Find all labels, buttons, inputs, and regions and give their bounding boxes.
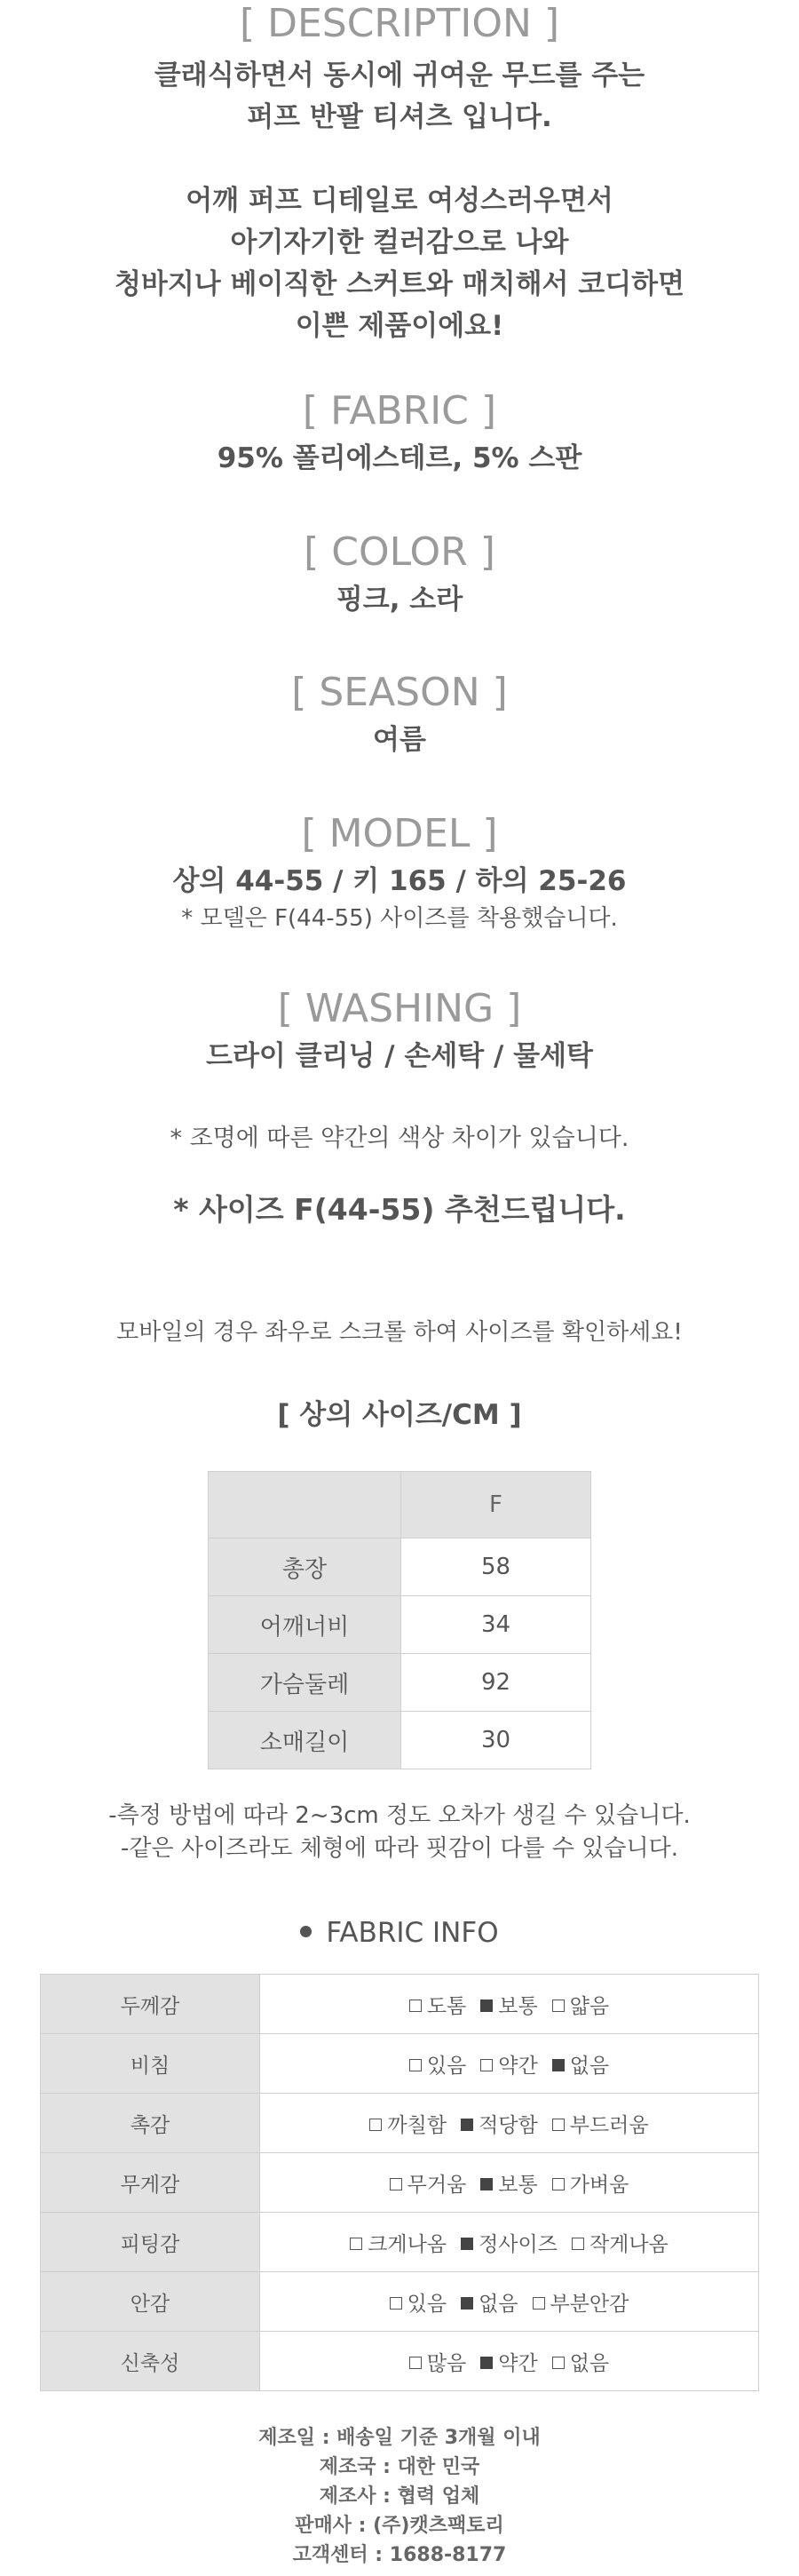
fabric-info-options [260, 2213, 759, 2272]
fabric-option [552, 2347, 609, 2376]
description-section [0, 0, 799, 347]
footer-line: 제조사 : 협력 업체 [319, 2485, 480, 2508]
description-line: 퍼프 반팔 티셔츠 입니다. [247, 101, 552, 133]
fabric-info-label: 신축성 [41, 2332, 260, 2391]
fabric-section [0, 388, 799, 480]
recommend-note-block [0, 1189, 799, 1230]
size-table-title: [ 상의 사이즈/CM ] [277, 1399, 522, 1431]
size-row-value: 58 [401, 1538, 591, 1596]
unchecked-box-icon [350, 2238, 362, 2250]
fabric-option-label: 없음 [479, 2292, 518, 2316]
size-row-label: 어깨너비 [209, 1596, 401, 1654]
footer-line: 제조일 : 배송일 기준 3개월 이내 [258, 2427, 541, 2449]
fabric-option [552, 2049, 609, 2079]
fabric-info-options [260, 1975, 759, 2034]
fabric-option-label: 보통 [498, 1994, 538, 2018]
measure-note: -같은 사이즈라도 체형에 따라 핏감이 다를 수 있습니다. [120, 1835, 679, 1862]
description-line: 청바지나 베이직한 스커트와 매치해서 코디하면 [114, 268, 685, 300]
fabric-info-title: FABRIC INFO [326, 1917, 499, 1949]
fabric-option-label: 크게나옴 [368, 2232, 447, 2256]
fabric-info-row [41, 2213, 759, 2272]
fabric-option-label: 약간 [498, 2054, 538, 2078]
unchecked-box-icon [480, 2059, 493, 2071]
description-line: 클래식하면서 동시에 귀여운 무드를 주는 [154, 60, 645, 91]
fabric-info-options [260, 2153, 759, 2213]
fabric-option [533, 2287, 629, 2317]
season-value: 여름 [373, 724, 426, 756]
table-row [209, 1654, 591, 1712]
color-heading: [ COLOR ] [304, 529, 495, 575]
lighting-note: * 조명에 따른 약간의 색상 차이가 있습니다. [170, 1125, 629, 1152]
fabric-option [409, 2049, 466, 2079]
season-heading: [ SEASON ] [291, 670, 508, 715]
measure-notes [0, 1800, 799, 1865]
checked-box-icon [552, 2059, 565, 2071]
model-heading: [ MODEL ] [301, 811, 498, 856]
fabric-option [480, 2168, 537, 2198]
fabric-info-label: 무게감 [41, 2153, 260, 2213]
fabric-option-label: 있음 [426, 2054, 467, 2078]
fabric-option-label: 적당함 [479, 2113, 538, 2137]
fabric-info-label: 피팅감 [41, 2213, 260, 2272]
mobile-notice-block [0, 1316, 799, 1348]
unchecked-box-icon [552, 2178, 565, 2190]
lighting-note-block [0, 1123, 799, 1155]
product-info-footer [0, 2423, 799, 2570]
fabric-option [369, 2109, 447, 2138]
fabric-option [390, 2168, 467, 2198]
checked-box-icon [480, 2357, 493, 2369]
footer-line: 제조국 : 대한 민국 [319, 2456, 480, 2478]
size-table [208, 1471, 591, 1769]
fabric-option-label: 얇음 [569, 1994, 610, 2018]
footer-line: 고객센터 : 1688-8177 [292, 2544, 507, 2566]
fabric-option [572, 2228, 668, 2257]
fabric-option-label: 보통 [498, 2173, 538, 2197]
model-value: 상의 44-55 / 키 165 / 하의 25-26 [172, 865, 627, 897]
unchecked-box-icon [552, 2357, 565, 2369]
unchecked-box-icon [390, 2297, 402, 2310]
size-column-f: F [401, 1472, 591, 1538]
washing-heading: [ WASHING ] [277, 986, 522, 1031]
fabric-option [552, 2168, 629, 2198]
fabric-info-title-block [0, 1915, 799, 1951]
fabric-option [461, 2287, 518, 2317]
fabric-option [461, 2228, 558, 2257]
fabric-option-label: 없음 [569, 2351, 610, 2375]
fabric-option [480, 2347, 537, 2376]
fabric-info-options [260, 2332, 759, 2391]
unchecked-box-icon [409, 2000, 422, 2012]
fabric-option-label: 정사이즈 [479, 2232, 558, 2256]
fabric-info-row [41, 1975, 759, 2034]
fabric-info-options [260, 2094, 759, 2153]
color-section [0, 529, 799, 621]
unchecked-box-icon [533, 2297, 545, 2310]
fabric-info-table [40, 1974, 759, 2391]
fabric-info-label: 안감 [41, 2272, 260, 2332]
size-row-value: 92 [401, 1654, 591, 1712]
fabric-option [350, 2228, 447, 2257]
fabric-option [409, 2347, 466, 2376]
size-row-label: 가슴둘레 [209, 1654, 401, 1712]
checked-box-icon [480, 2000, 493, 2012]
fabric-option-label: 약간 [498, 2351, 538, 2375]
unchecked-box-icon [552, 2119, 565, 2131]
fabric-value: 95% 폴리에스테르, 5% 스판 [217, 442, 582, 474]
unchecked-box-icon [390, 2178, 402, 2190]
table-row [209, 1538, 591, 1596]
fabric-option [552, 2109, 649, 2138]
size-recommend-note: * 사이즈 F(44-55) 추천드립니다. [173, 1192, 626, 1227]
fabric-option-label: 작게나옴 [589, 2232, 668, 2256]
fabric-option-label: 까칠함 [387, 2113, 447, 2137]
fabric-info-row [41, 2272, 759, 2332]
checked-box-icon [461, 2238, 473, 2250]
table-row [209, 1712, 591, 1769]
fabric-info-label: 두께감 [41, 1975, 260, 2034]
fabric-heading: [ FABRIC ] [302, 388, 497, 433]
measure-note: -측정 방법에 따라 2~3cm 정도 오차가 생길 수 있습니다. [108, 1802, 691, 1829]
fabric-option [390, 2287, 447, 2317]
size-row-value: 34 [401, 1596, 591, 1654]
unchecked-box-icon [409, 2357, 422, 2369]
mobile-notice: 모바일의 경우 좌우로 스크롤 하여 사이즈를 확인하세요! [116, 1319, 683, 1346]
fabric-option-label: 있음 [407, 2292, 447, 2316]
description-line: 아기자기한 컬러감으로 나와 [230, 227, 569, 258]
fabric-option-label: 없음 [569, 2054, 610, 2078]
size-row-label: 총장 [209, 1538, 401, 1596]
checked-box-icon [480, 2178, 493, 2190]
fabric-option-label: 가벼움 [569, 2173, 629, 2197]
fabric-info-row [41, 2094, 759, 2153]
fabric-info-options [260, 2034, 759, 2094]
fabric-option-label: 무거움 [407, 2173, 467, 2197]
description-heading: [ DESCRIPTION ] [239, 1, 560, 46]
size-row-label: 소매길이 [209, 1712, 401, 1769]
washing-value: 드라이 클리닝 / 손세탁 / 물세탁 [206, 1040, 593, 1072]
fabric-info-label: 비침 [41, 2034, 260, 2094]
fabric-info-options [260, 2272, 759, 2332]
fabric-option [480, 1990, 537, 2019]
fabric-info-row [41, 2332, 759, 2391]
fabric-option [480, 2049, 537, 2079]
size-table-title-block [0, 1395, 799, 1436]
description-line: 어깨 퍼프 디테일로 여성스러우면서 [186, 185, 613, 217]
fabric-option-label: 많음 [426, 2351, 467, 2375]
unchecked-box-icon [552, 2000, 565, 2012]
size-row-value: 30 [401, 1712, 591, 1769]
season-section [0, 670, 799, 761]
footer-line: 판매사 : (주)캣츠팩토리 [295, 2515, 504, 2537]
description-line: 이쁜 제품이에요! [295, 310, 504, 342]
model-section [0, 811, 799, 934]
unchecked-box-icon [409, 2059, 422, 2071]
fabric-option [409, 1990, 466, 2019]
unchecked-box-icon [572, 2238, 584, 2250]
fabric-info-row [41, 2034, 759, 2094]
size-table-header-row [209, 1472, 591, 1538]
bullet-dot-icon [300, 1926, 312, 1937]
color-value: 핑크, 소라 [336, 584, 463, 616]
fabric-option-label: 부분안감 [550, 2292, 629, 2316]
size-table-corner [209, 1472, 401, 1538]
fabric-option-label: 도톰 [426, 1994, 467, 2018]
model-note: * 모델은 F(44-55) 사이즈를 착용했습니다. [181, 905, 618, 932]
washing-section [0, 986, 799, 1077]
fabric-info-label: 촉감 [41, 2094, 260, 2153]
checked-box-icon [461, 2297, 473, 2310]
checked-box-icon [461, 2119, 473, 2131]
table-row [209, 1596, 591, 1654]
fabric-info-row [41, 2153, 759, 2213]
fabric-option [552, 1990, 609, 2019]
unchecked-box-icon [369, 2119, 382, 2131]
fabric-option-label: 부드러움 [569, 2113, 649, 2137]
fabric-option [461, 2109, 538, 2138]
